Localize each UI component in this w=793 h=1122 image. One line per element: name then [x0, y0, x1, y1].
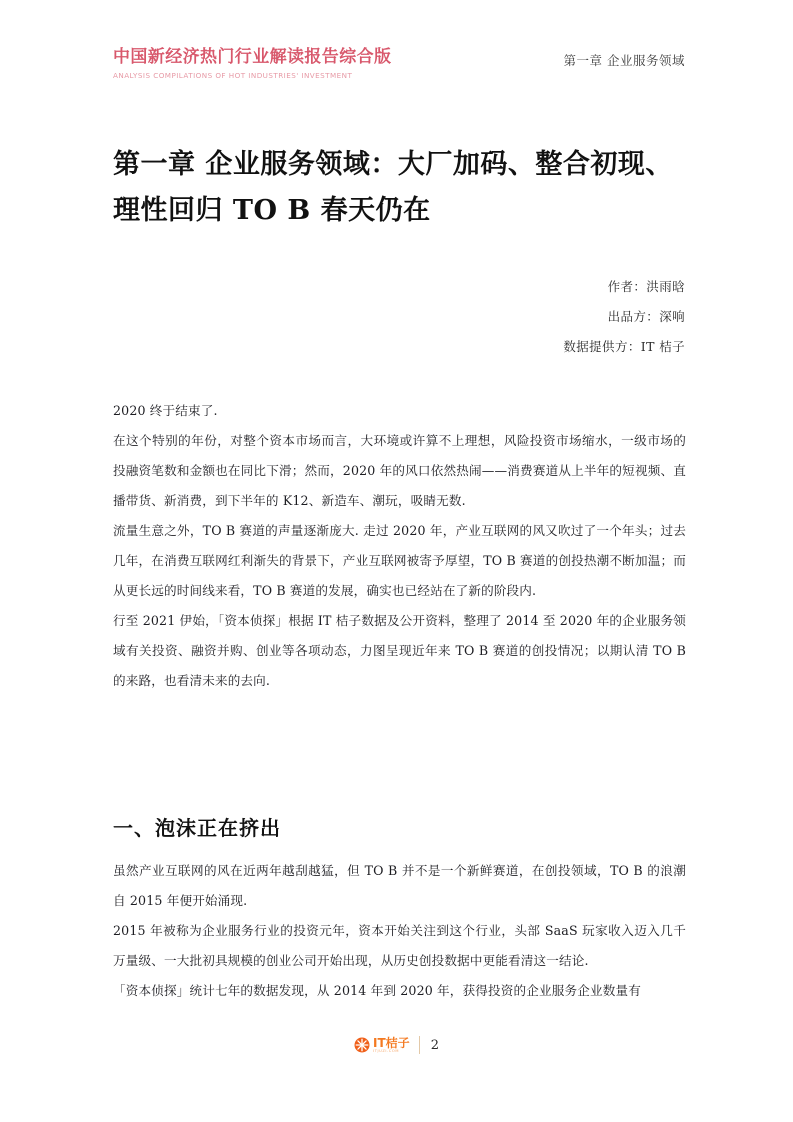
brand-title-cn: 中国新经济热门行业解读报告综合版 [113, 47, 392, 67]
page-running-header [113, 48, 685, 92]
intro-body [113, 396, 686, 696]
byline [563, 272, 685, 362]
paragraph: 在这个特别的年份，对整个资本市场而言，大环境或许算不上理想，风险投资市场缩水，一级市场的投融资笔数和金额也在同比下滑；然而，2020 年的风口依然热闹——消费赛道从上半年的短视频、直播带货、新消费，到下半年的 K12、新造车、潮玩，吸睛无数. [113, 433, 686, 508]
itjuzi-logo [354, 1037, 410, 1054]
page-number: 2 [430, 1037, 439, 1053]
paragraph: 2020 终于结束了. [113, 403, 218, 418]
chapter-title: 第一章 企业服务领域：大厂加码、整合初现、理性回归 TO B 春天仍在 [113, 149, 673, 227]
page-footer [0, 1036, 793, 1054]
report-brand [113, 48, 391, 80]
itjuzi-wordmark [373, 1037, 410, 1054]
itjuzi-logo-subtext: ITJUZI.COM [373, 1048, 400, 1053]
paragraph: 行至 2021 伊始，「资本侦探」根据 IT 桔子数据及公开资料，整理了 2014 至 2020 年的企业服务领域有关投资、融资并购、创业等各项动态，力图呈现近年来 TO B 赛道的创投情况；以期认清 TO B 的来路，也看清未来的去向. [113, 613, 686, 688]
paragraph: 「资本侦探」统计七年的数据发现，从 2014 年到 2020 年，获得投资的企业服务企业数量有 [113, 983, 641, 998]
byline-data-provider: 数据提供方：IT 桔子 [563, 339, 685, 354]
section-heading: 一、泡沫正在挤出 [113, 815, 281, 840]
brand-subtitle-en: ANALYSIS COMPILATIONS OF HOT INDUSTRIES' INVESTMENT [113, 70, 353, 80]
orange-burst-icon [354, 1037, 370, 1053]
footer-divider [419, 1036, 420, 1054]
paragraph: 2015 年被称为企业服务行业的投资元年，资本开始关注到这个行业，头部 SaaS 玩家收入迈入几千万量级、一大批初具规模的创业公司开始出现，从历史创投数据中更能看清这一结论. [113, 923, 686, 968]
paragraph: 虽然产业互联网的风在近两年越刮越猛，但 TO B 并不是一个新鲜赛道，在创投领域，TO B 的浪潮自 2015 年便开始涌现. [113, 863, 686, 908]
byline-producer: 出品方：深响 [607, 309, 685, 324]
running-chapter-label: 第一章 企业服务领域 [563, 53, 685, 68]
itjuzi-logo-text: IT桔子 [373, 1035, 410, 1050]
section-body [113, 856, 686, 1006]
paragraph: 流量生意之外，TO B 赛道的声量逐渐庞大. 走过 2020 年，产业互联网的风又吹过了一个年头；过去几年，在消费互联网红利渐失的背景下，产业互联网被寄予厚望，TO B 赛道的创投热潮不断加温；而从更长远的时间线来看，TO B 赛道的发展，确实也已经站在了新的阶段内. [113, 523, 686, 598]
byline-author: 作者：洪雨晗 [607, 279, 685, 294]
